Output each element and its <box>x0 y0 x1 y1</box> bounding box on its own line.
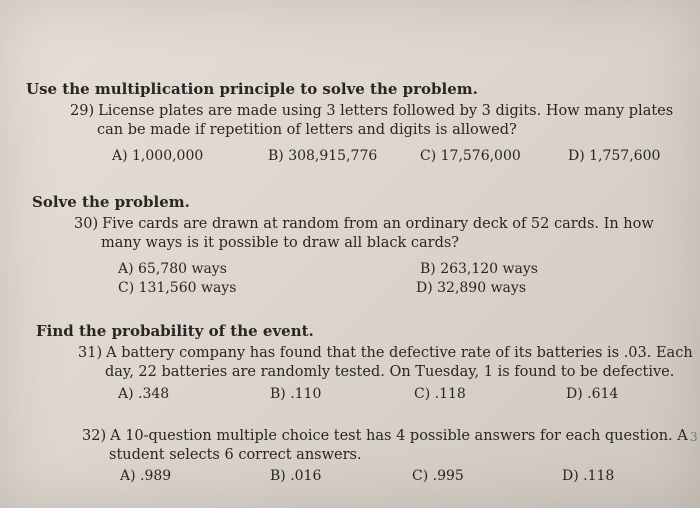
answer-choice-c: C) 131,560 ways <box>118 280 237 296</box>
answer-choice-b: B) 308,915,776 <box>268 148 378 164</box>
question-number: 29) <box>70 103 95 119</box>
answer-choice-a: A) 1,000,000 <box>112 148 204 164</box>
question-text-line2: day, 22 batteries are randomly tested. On Tuesday, 1 is found to be defective. <box>105 364 675 380</box>
answer-choice-c: C) .118 <box>414 386 466 402</box>
answer-choice-c: C) 17,576,000 <box>420 148 521 164</box>
question-number: 31) <box>78 345 103 361</box>
question-number: 30) <box>74 216 99 232</box>
answer-choice-a: A) .348 <box>118 386 170 402</box>
question-text-line1: A 10-question multiple choice test has 4 possible answers for each question. A <box>110 428 688 444</box>
question-32 <box>82 427 688 465</box>
answer-choice-d: D) 32,890 ways <box>416 280 526 296</box>
answer-choice-d: D) .118 <box>562 468 615 484</box>
question-text-line2: student selects 6 correct answers. <box>109 447 362 463</box>
answer-choice-c: C) .995 <box>412 468 464 484</box>
section-heading-solve: Solve the problem. <box>32 193 190 211</box>
answer-choice-d: D) 1,757,600 <box>568 148 661 164</box>
answer-choice-d: D) .614 <box>566 386 619 402</box>
section-heading-multiplication: Use the multiplication principle to solve the problem. <box>26 80 478 98</box>
edge-mark: 3 <box>690 430 698 444</box>
answer-choice-b: B) .016 <box>270 468 322 484</box>
section-heading-probability: Find the probability of the event. <box>36 322 314 340</box>
question-number: 32) <box>82 428 107 444</box>
question-31 <box>78 344 693 382</box>
question-29 <box>70 102 673 140</box>
question-text-line1: Five cards are drawn at random from an ordinary deck of 52 cards. In how <box>102 216 654 232</box>
question-text-line1: License plates are made using 3 letters followed by 3 digits. How many plates <box>98 103 674 119</box>
answer-choice-b: B) 263,120 ways <box>420 261 538 277</box>
question-text-line2: can be made if repetition of letters and digits is allowed? <box>97 122 517 138</box>
question-text-line1: A battery company has found that the defective rate of its batteries is .03. Each <box>106 345 693 361</box>
answer-choice-a: A) .989 <box>120 468 172 484</box>
question-30 <box>74 215 654 253</box>
answer-choice-b: B) .110 <box>270 386 322 402</box>
question-text-line2: many ways is it possible to draw all black cards? <box>101 235 460 251</box>
answer-choice-a: A) 65,780 ways <box>118 261 227 277</box>
